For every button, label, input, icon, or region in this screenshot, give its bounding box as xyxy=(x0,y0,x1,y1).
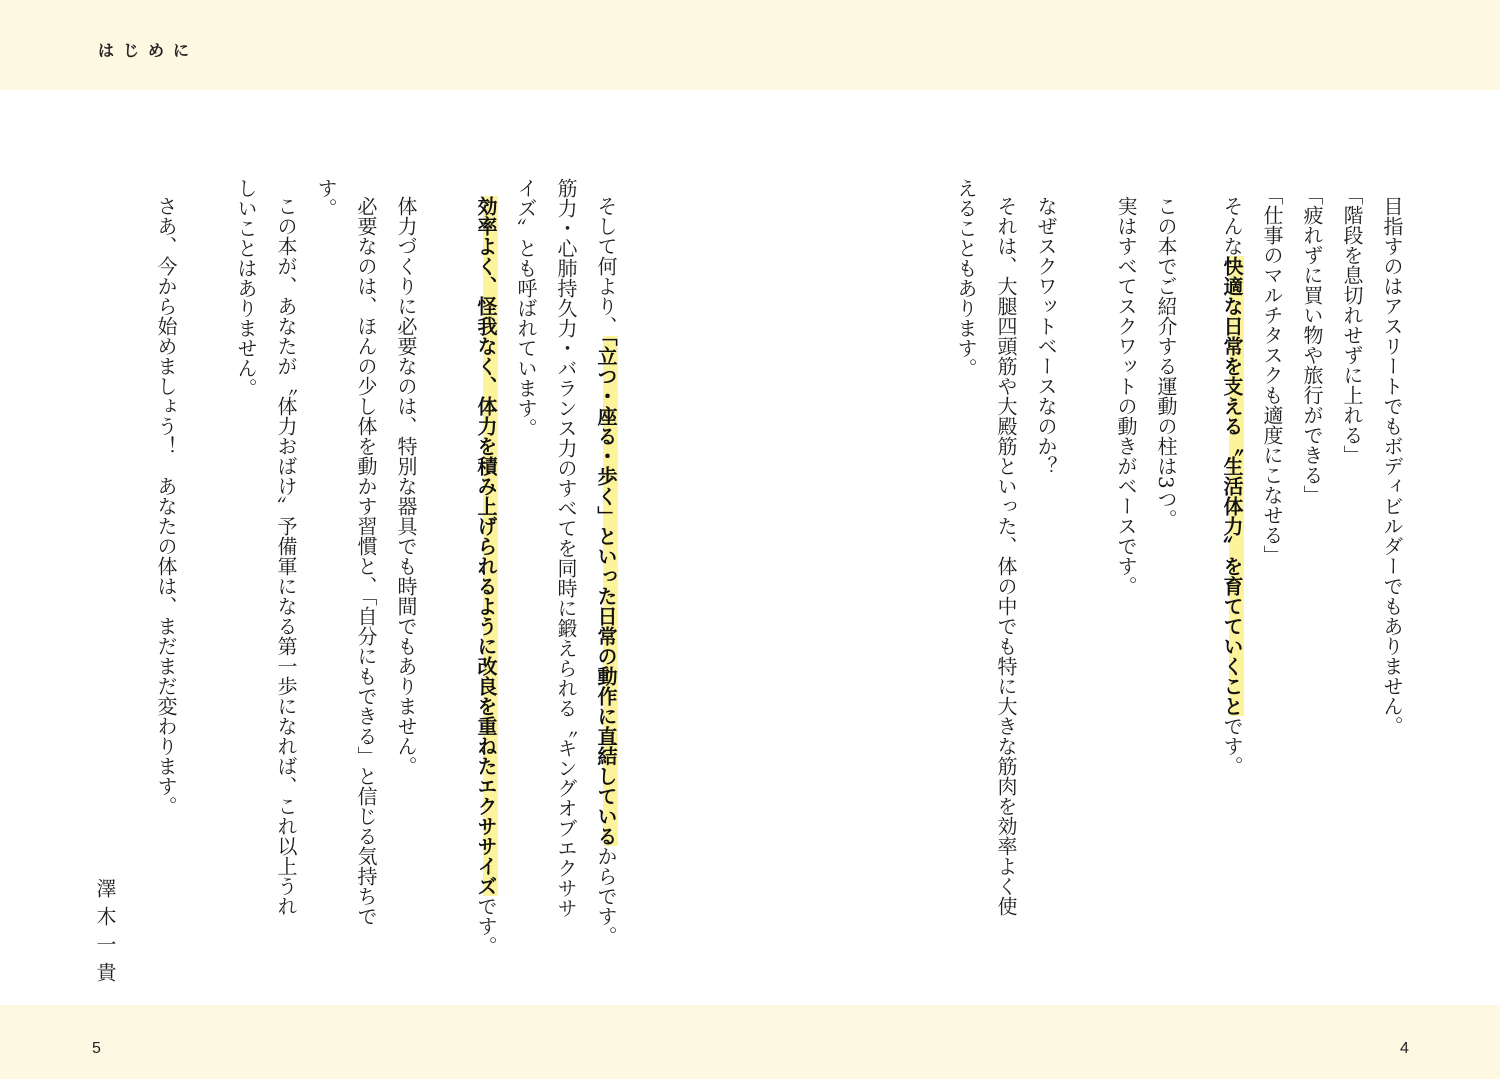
footer-band xyxy=(0,1005,1500,1079)
text-line: 目指すのはアスリートでもボディビルダーでもありません。 xyxy=(1380,196,1404,736)
text-line: この本が、あなたが〝体力おばけ〟予備軍になる第一歩になれば、これ以上うれ xyxy=(274,196,298,916)
text-line: イズ〟とも呼ばれています。 xyxy=(514,178,538,438)
highlighted-text: 効率よく、怪我なく、体力を積み上げられるように改良を重ねたエクササイズ xyxy=(474,196,498,896)
header-band xyxy=(0,0,1500,90)
page-number-left: 5 xyxy=(92,1040,101,1057)
text-line: しいことはありません。 xyxy=(234,178,258,398)
highlighted-text: 「立つ・座る・歩く」といった日常の動作に直結している xyxy=(594,336,618,846)
text-line xyxy=(1212,196,1252,776)
text-segment: そんな xyxy=(1220,196,1244,256)
text-line: す。 xyxy=(314,178,338,218)
page-title: はじめに xyxy=(98,41,199,60)
text-segment: です。 xyxy=(474,896,498,956)
text-line: なぜスクワットベースなのか？ xyxy=(1034,196,1058,476)
text-line: 「疲れずに買い物や旅行ができる」 xyxy=(1300,185,1324,505)
text-line: この本でご紹介する運動の柱は3つ。 xyxy=(1154,196,1178,529)
text-line xyxy=(586,196,626,946)
author-name: 澤木一貴 xyxy=(93,878,117,990)
text-line: 筋力・心肺持久力・バランス力のすべてを同時に鍛えられる〝キングオブエクササ xyxy=(554,178,578,918)
text-segment: からです。 xyxy=(594,846,618,946)
text-segment: そして何より、 xyxy=(594,196,618,336)
text-line: 実はすべてスクワットの動きがベースです。 xyxy=(1114,196,1138,596)
highlighted-text: 快適な日常を支える〝生活体力〟を育てていくこと xyxy=(1220,256,1244,716)
text-line: それは、大腿四頭筋や大殿筋といった、体の中でも特に大きな筋肉を効率よく使 xyxy=(994,196,1018,916)
page-number-right: 4 xyxy=(1400,1040,1409,1057)
text-line: 必要なのは、ほんの少し体を動かす習慣と、「自分にもできる」と信じる気持ちで xyxy=(354,196,378,926)
text-line xyxy=(466,196,506,956)
text-line: 体力づくりに必要なのは、特別な器具でも時間でもありません。 xyxy=(394,196,418,776)
text-segment: です。 xyxy=(1220,716,1244,776)
text-line: 「階段を息切れせずに上れる」 xyxy=(1340,185,1364,465)
text-line: さあ、今から始めましょう！ あなたの体は、まだまだ変わります。 xyxy=(154,196,178,816)
text-line: えることもあります。 xyxy=(954,178,978,378)
text-line: 「仕事のマルチタスクも適度にこなせる」 xyxy=(1260,185,1284,565)
